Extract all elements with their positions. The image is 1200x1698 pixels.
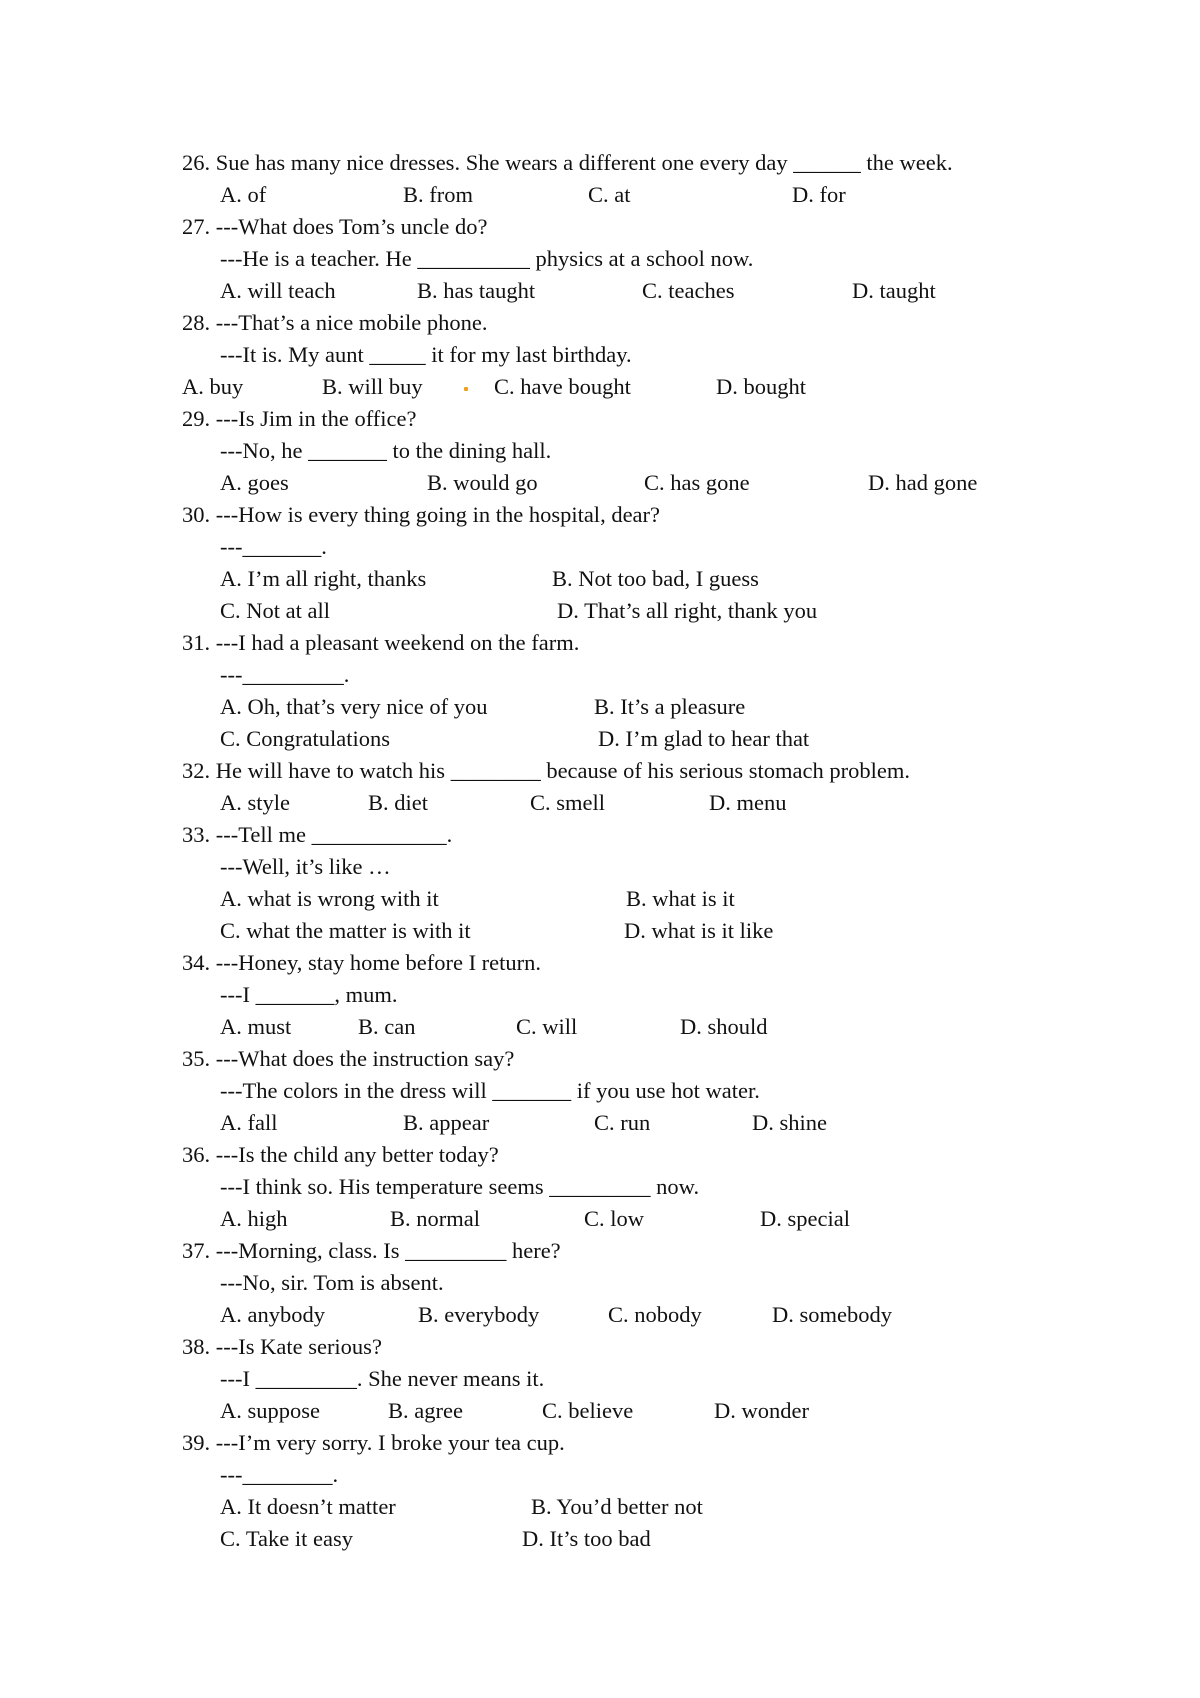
question-39-stem: 39. ---I’m very sorry. I broke your tea cup. [182,1430,565,1455]
question-29-reply: ---No, he _______ to the dining hall. [220,438,552,463]
question-27-stem: 27. ---What does Tom’s uncle do? [182,214,488,239]
question-38-option-a: A. suppose [220,1398,320,1423]
question-32-stem: 32. He will have to watch his ________ because of his serious stomach problem. [182,758,910,783]
question-37-option-d: D. somebody [772,1302,892,1327]
question-32-option-b: B. diet [368,790,428,815]
question-37-stem: 37. ---Morning, class. Is _________ here? [182,1238,561,1263]
question-39-option-a: A. It doesn’t matter [220,1494,396,1519]
question-27-option-a: A. will teach [220,278,336,303]
question-26-option-b: B. from [403,182,473,207]
question-35-option-d: D. shine [752,1110,827,1135]
question-32-option-c: C. smell [530,790,606,815]
question-27-option-d: D. taught [852,278,936,303]
question-34-option-a: A. must [220,1014,292,1039]
question-30-option-d: D. That’s all right, thank you [557,598,818,623]
question-26-option-d: D. for [792,182,846,207]
question-28-stem: 28. ---That’s a nice mobile phone. [182,310,488,335]
question-34-stem: 34. ---Honey, stay home before I return. [182,950,542,975]
question-26-option-c: C. at [588,182,631,207]
question-39-reply: ---________. [220,1462,339,1487]
question-28-option-a: A. buy [182,374,244,399]
question-39-option-d: D. It’s too bad [522,1526,651,1551]
question-30-option-b: B. Not too bad, I guess [552,566,759,591]
question-34-option-b: B. can [358,1014,416,1039]
orange-dot-mark [464,387,468,391]
question-28-option-c: C. have bought [494,374,631,399]
question-34-option-c: C. will [516,1014,578,1039]
question-39-option-b: B. You’d better not [531,1494,703,1519]
question-30-option-c: C. Not at all [220,598,330,623]
question-33-option-b: B. what is it [626,886,735,911]
question-29-stem: 29. ---Is Jim in the office? [182,406,417,431]
question-37-reply: ---No, sir. Tom is absent. [220,1270,444,1295]
question-37-option-a: A. anybody [220,1302,325,1327]
question-30-reply: ---_______. [220,534,327,559]
question-27-option-c: C. teaches [642,278,735,303]
question-38-option-d: D. wonder [714,1398,809,1423]
question-33-option-c: C. what the matter is with it [220,918,471,943]
question-34-option-d: D. should [680,1014,768,1039]
question-28-option-b: B. will buy [322,374,423,399]
question-34-reply: ---I _______, mum. [220,982,398,1007]
question-36-option-c: C. low [584,1206,645,1231]
question-35-option-a: A. fall [220,1110,278,1135]
question-28-reply: ---It is. My aunt _____ it for my last birthday. [220,342,632,367]
question-37-option-b: B. everybody [418,1302,540,1327]
question-31-option-c: C. Congratulations [220,726,390,751]
question-31-option-d: D. I’m glad to hear that [598,726,810,751]
question-36-stem: 36. ---Is the child any better today? [182,1142,499,1167]
question-33-option-d: D. what is it like [624,918,774,943]
question-30-option-a: A. I’m all right, thanks [220,566,427,591]
question-33-reply: ---Well, it’s like … [220,854,391,879]
question-37-option-c: C. nobody [608,1302,702,1327]
question-35-reply: ---The colors in the dress will _______ if you use hot water. [220,1078,760,1103]
question-31-reply: ---_________. [220,662,350,687]
question-30-stem: 30. ---How is every thing going in the hospital, dear? [182,502,661,527]
question-36-option-d: D. special [760,1206,850,1231]
question-36-reply: ---I think so. His temperature seems _________ now. [220,1174,700,1199]
question-33-stem: 33. ---Tell me ____________. [182,822,453,847]
question-35-option-b: B. appear [403,1110,490,1135]
question-31-option-a: A. Oh, that’s very nice of you [220,694,488,719]
question-27-option-b: B. has taught [417,278,536,303]
question-35-stem: 35. ---What does the instruction say? [182,1046,515,1071]
question-31-option-b: B. It’s a pleasure [594,694,746,719]
question-38-stem: 38. ---Is Kate serious? [182,1334,382,1359]
question-38-option-c: C. believe [542,1398,634,1423]
question-29-option-c: C. has gone [644,470,750,495]
question-27-reply: ---He is a teacher. He __________ physics at a school now. [220,246,754,271]
question-29-option-d: D. had gone [868,470,978,495]
question-38-option-b: B. agree [388,1398,463,1423]
question-32-option-d: D. menu [709,790,787,815]
question-36-option-a: A. high [220,1206,288,1231]
question-29-option-a: A. goes [220,470,289,495]
question-36-option-b: B. normal [390,1206,480,1231]
question-28-option-d: D. bought [716,374,806,399]
question-31-stem: 31. ---I had a pleasant weekend on the farm. [182,630,580,655]
question-26-option-a: A. of [220,182,267,207]
question-35-option-c: C. run [594,1110,651,1135]
question-26-stem: 26. Sue has many nice dresses. She wears a different one every day ______ the week. [182,150,953,175]
question-39-option-c: C. Take it easy [220,1526,353,1551]
question-33-option-a: A. what is wrong with it [220,886,439,911]
question-38-reply: ---I _________. She never means it. [220,1366,545,1391]
question-29-option-b: B. would go [427,470,538,495]
question-32-option-a: A. style [220,790,290,815]
